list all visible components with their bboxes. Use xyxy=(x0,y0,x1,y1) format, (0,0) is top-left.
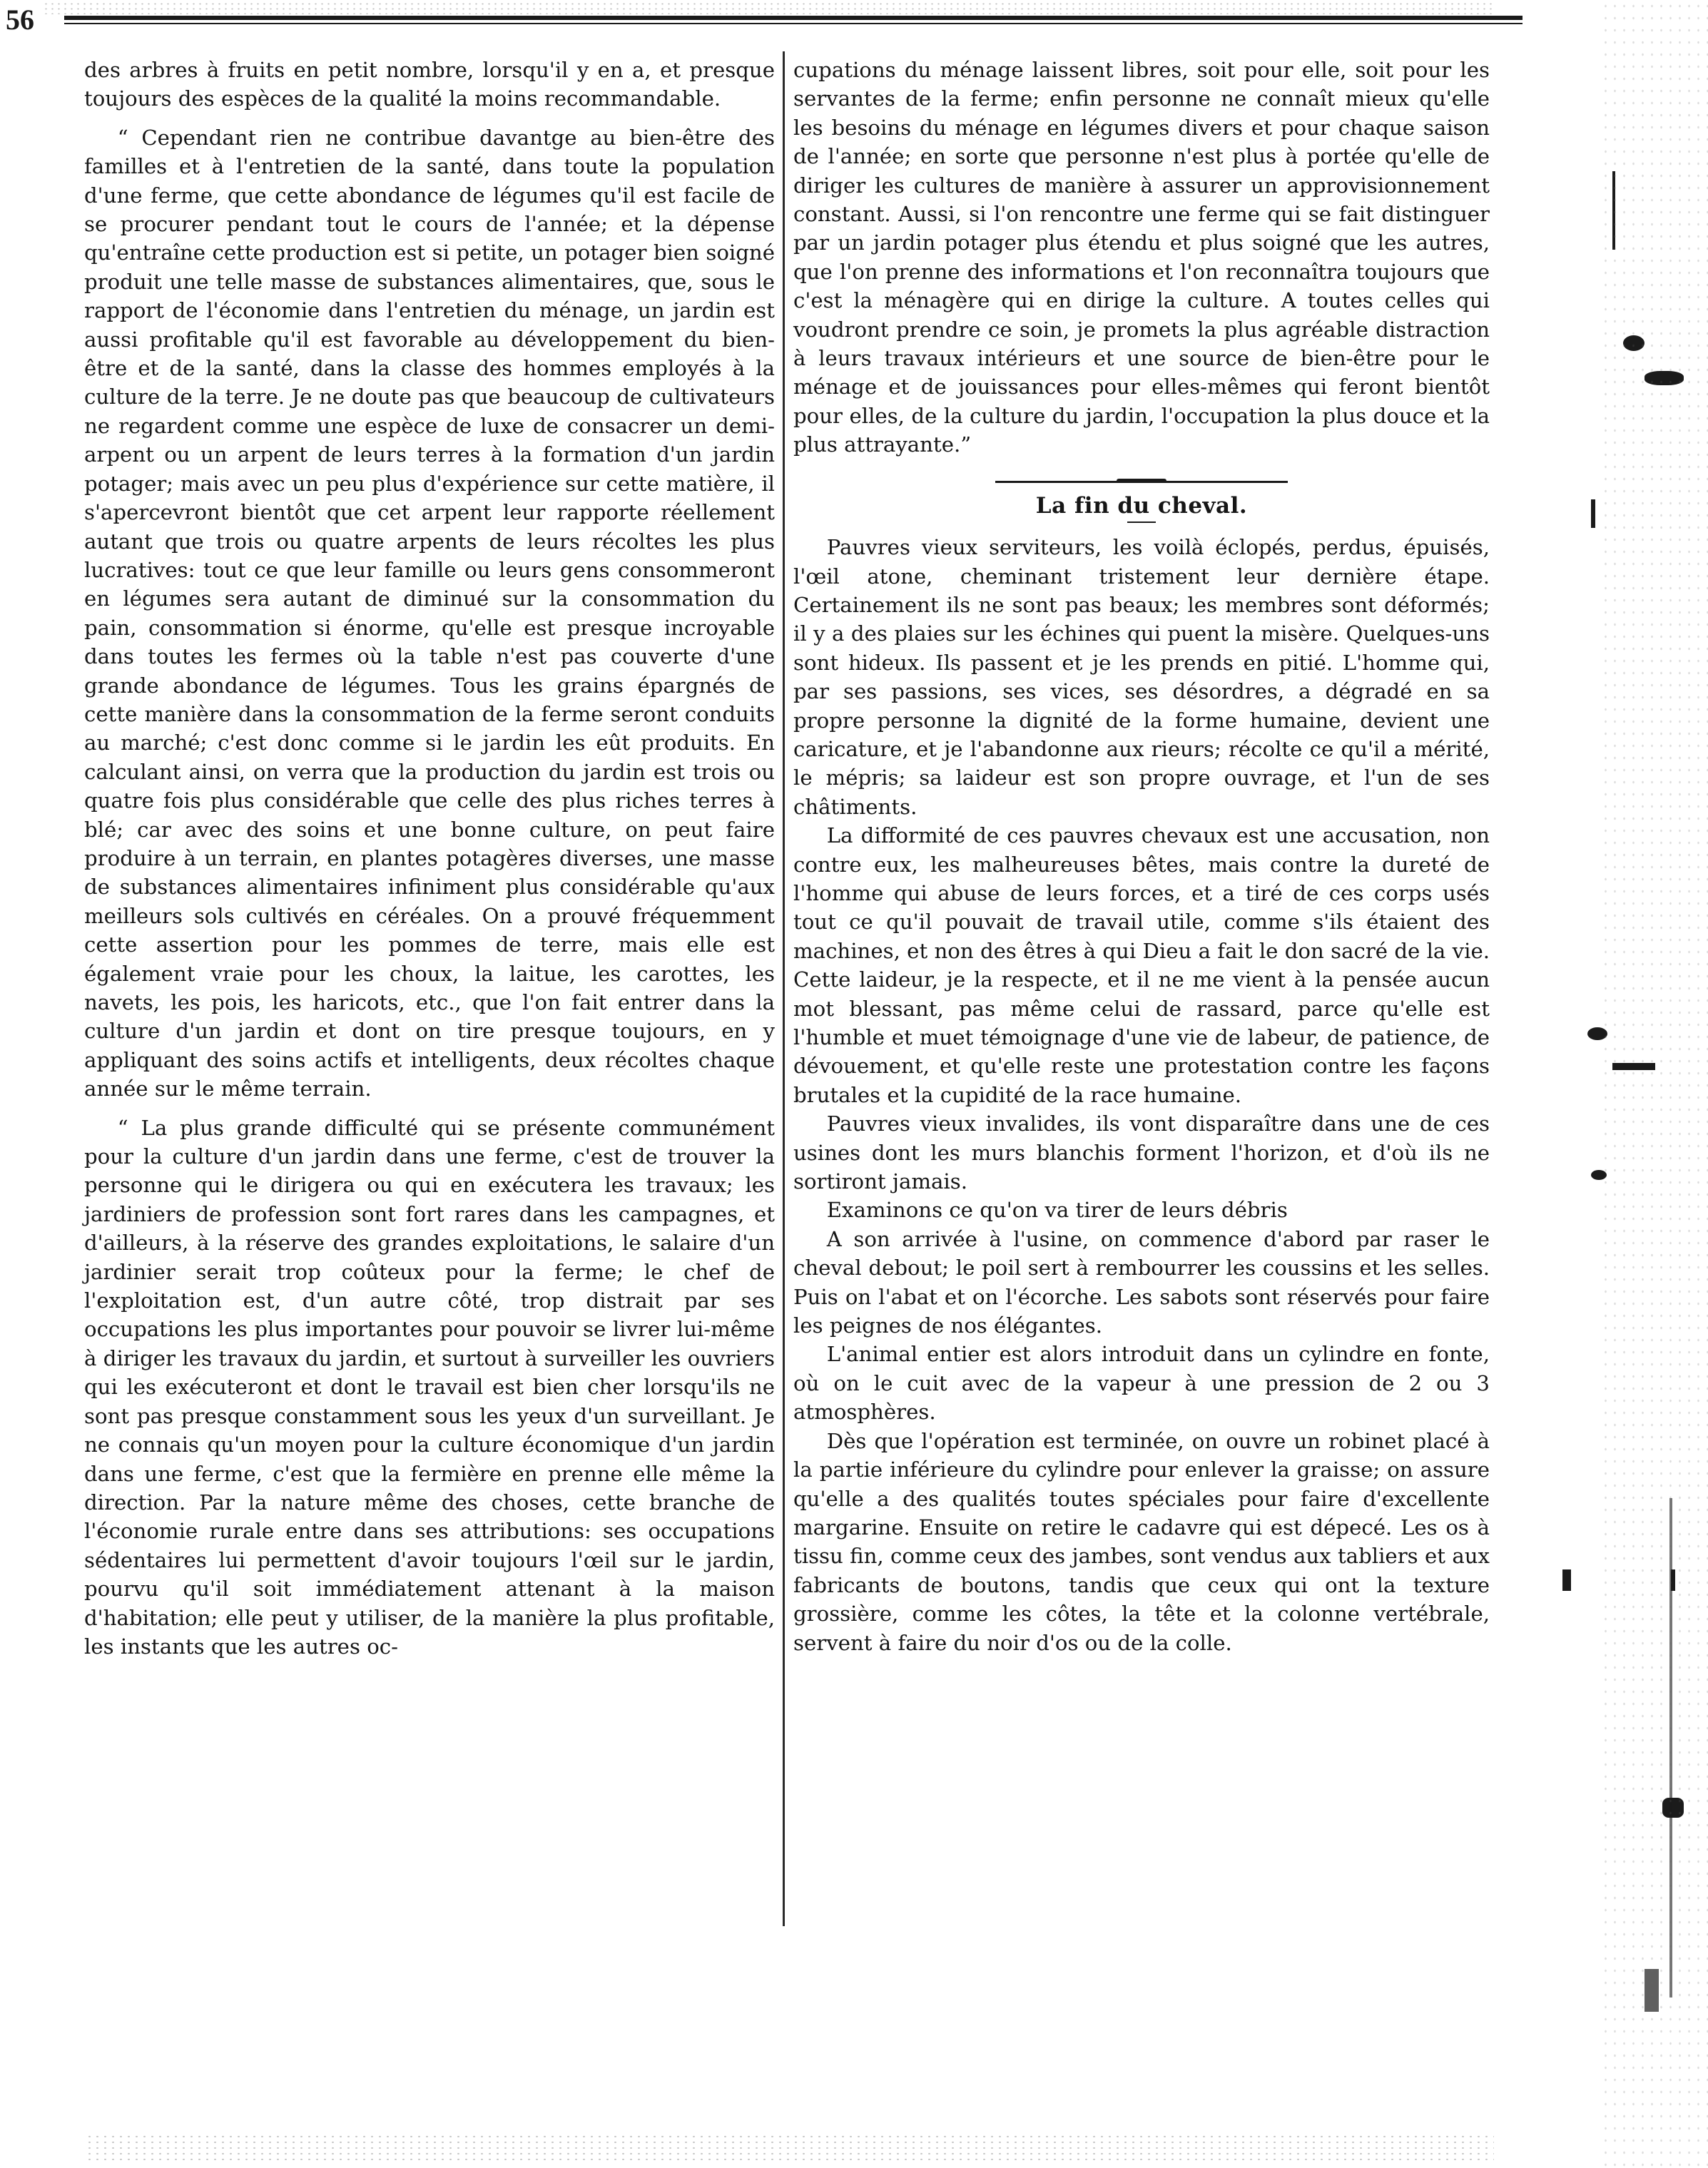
section-title: La fin du cheval. xyxy=(1035,492,1248,519)
article-paragraph-1: Pauvres vieux serviteurs, les voilà éclopés, perdus, épuisés, l'œil atone, cheminant tristement leur dernière étape. Certainement ils ne sont pas beaux; les membres sont déformés; il y a des plaies sur les échines qui puent la misère. Quelques-uns sont hideux. Ils passent et je les prends en pitié. L'homme qui, par ses passions, ses vices, ses désordres, a dégradé en sa propre personne la dignité de la forme humaine, devient une caricature, et je l'abandonne aux rieurs; récolte ce qu'il a mérité, le mépris; sa laideur est son propre ouvrage, et l'un de ses châtiments. xyxy=(793,535,1490,819)
column-divider xyxy=(783,51,785,1926)
page-number: 56 xyxy=(6,4,34,36)
section-divider xyxy=(995,481,1288,483)
article-paragraph-4: Examinons ce qu'on va tirer de leurs débris xyxy=(826,1198,1288,1223)
article-paragraph-7: Dès que l'opération est terminée, on ouvre un robinet placé à la partie inférieure du cylindre pour enlever la graisse; on assure qu'elle a des qualités toutes spéciales pour faire d'excellente margarine. Ensuite on retire le cadavre qui est dépecé. Les os à tissu fin, comme ceux des jambes, sont vendus aux tabliers et aux fabricants de boutons, tandis que ceux qui ont la texture grossière, comme les côtes, la tête et la colonne vertébrale, servent à faire du noir d'os ou de la colle. xyxy=(793,1428,1490,1655)
left-paragraph-3: “ La plus grande difficulté qui se présente communément pour la culture d'un jardin dans une ferme, c'est de trouver la personne qui le dirigera ou qui en exécutera les travaux; les jardiniers de profession sont fort rares dans les campagnes, et d'ailleurs, à la réserve des grandes exploitations, le salaire d'un jardinier serait trop coûteux pour la ferme; le chef de l'exploitation est, d'un autre côté, trop distrait par ses occupations les plus importantes pour pouvoir se livrer lui-même à diriger les travaux du jardin, et surtout à surveiller les ouvriers qui les exécuteront et dont le travail est bien cher lorsqu'ils ne sont pas presque constamment sous les yeux d'un surveillant. Je ne connais qu'un moyen pour la culture économique d'un jardin dans une ferme, c'est que la fermière en prenne elle même la direction. Par la nature même des choses, cette branche de l'économie rurale entre dans ses attributions: ses occupations sédentaires lui permettent d'avoir toujours l'œil sur le jardin, pourvu qu'il soit immédiatement attenant à la maison d'habitation; elle peut y utiliser, de la manière la plus profitable, les instants que les autres oc- xyxy=(84,1115,775,1659)
top-print-noise xyxy=(43,1,1494,14)
article-paragraph-2: La difformité de ces pauvres chevaux est une accusation, non contre eux, les malheureuses bêtes, mais contre la dureté de l'homme qui abuse de leurs forces, et a tiré de ces corps usés tout ce qu'il pouvait de travail utile, comme s'ils étaient des machines, et non des êtres à qui Dieu a fait le don sacré de la vie. Cette laideur, je la respecte, et il ne me vient à la pensée aucun mot blessant, pas même celui de rassard, parce qu'elle est l'humble et muet témoignage d'une vie de labeur, de patience, de dévouement, et qu'elle reste une protestation contre les façons brutales et la cupidité de la race humaine. xyxy=(793,823,1490,1107)
right-continuation: cupations du ménage laissent libres, soit pour elle, soit pour les servantes de la ferme; enfin personne ne connaît mieux qu'elle les besoins du ménage en légumes divers et pour chaque saison de l'année; en sorte que personne n'est plus à portée qu'elle de diriger les cultures de manière à assurer un approvisionnement constant. Aussi, si l'on rencontre une ferme qui se fait distinguer par un jardin potager plus étendu et plus soigné que les autres, que l'on prenne des informations et l'on reconnaîtra toujours que c'est la ménagère qui en dirige la culture. A toutes celles qui voudront prendre ce soin, je promets la plus agréable distraction à leurs travaux intérieurs et une source de bien-être pour le ménage et de jouissances pour elles-mêmes qui feront bientôt pour elles, de la culture du jardin, l'occupation la plus douce et la plus attrayante.” xyxy=(793,58,1490,457)
left-paragraph-1: des arbres à fruits en petit nombre, lorsqu'il y en a, et presque toujours des espèces de la qualité la moins recommandable. xyxy=(84,58,775,111)
bottom-print-noise xyxy=(86,2134,1494,2162)
article-paragraph-6: L'animal entier est alors introduit dans un cylindre en fonte, où on le cuit avec de la vapeur à une pression de 2 ou 3 atmosphères. xyxy=(793,1342,1490,1425)
title-underline xyxy=(1127,521,1156,523)
header-rule xyxy=(64,16,1523,24)
right-column xyxy=(793,56,1490,1657)
article-paragraph-5: A son arrivée à l'usine, on commence d'abord par raser le cheval debout; le poil sert à rembourrer les coussins et les selles. Puis on l'abat et on l'écorche. Les sabots sont réservés pour faire les peignes de nos élégantes. xyxy=(793,1226,1490,1338)
left-paragraph-2: “ Cependant rien ne contribue davantge au bien-être des familles et à l'entretien de la santé, dans toute la population d'une ferme, que cette abondance de légumes qu'il est facile de se procurer pendant tout le cours de l'année; et la dépense qu'entraîne cette production est si petite, un potager bien soigné produit une telle masse de substances alimentaires, que, sous le rapport de l'économie dans l'entretien du ménage, un jardin est aussi profitable qu'il est favorable au développement du bien-être et de la santé, dans la classe des hommes employés à la culture de la terre. Je ne doute pas que beaucoup de cultivateurs ne regardent comme une espèce de luxe de consacrer un demi-arpent ou un arpent de leurs terres à la formation d'un jardin potager; mais avec un peu plus d'expérience sur cette matière, il s'apercevront bientôt que cet arpent leur rapporte réellement autant que trois ou quatre arpents de leurs récoltes les plus lucratives: tout ce que leur famille ou leurs gens consommeront en légumes sera autant de diminué sur la consommation du pain, consommation si énorme, qu'elle est presque incroyable dans toutes les fermes où la table n'est pas couverte d'une grande abondance de légumes. Tous les grains épargnés de cette manière dans la consommation de la ferme seront conduits au marché; c'est donc comme si le jardin les eût produits. En calculant ainsi, on verra que la production du jardin est trois ou quatre fois plus considérable que celle des plus riches terres à blé; car avec des soins et une bonne culture, on peut faire produire à un terrain, en plantes potagères diverses, une masse de substances alimentaires infiniment plus considérable qu'aux meilleurs sols cultivés en céréales. On a prouvé fréquemment cette assertion pour les pommes de terre, mais elle est également vraie pour les choux, la laitue, les carottes, les navets, les pois, les haricots, etc., que l'on fait entrer dans la culture d'un jardin et dont on tire presque toujours, en y appliquant des soins actifs et intelligents, deux récoltes chaque année sur le même terrain. xyxy=(84,125,775,1101)
left-column xyxy=(84,56,775,1661)
article-paragraph-3: Pauvres vieux invalides, ils vont disparaître dans une de ces usines dont les murs blanchis forment l'horizon, et d'où ils ne sortiront jamais. xyxy=(793,1111,1490,1194)
scan-edge-noise xyxy=(1601,0,1708,2168)
